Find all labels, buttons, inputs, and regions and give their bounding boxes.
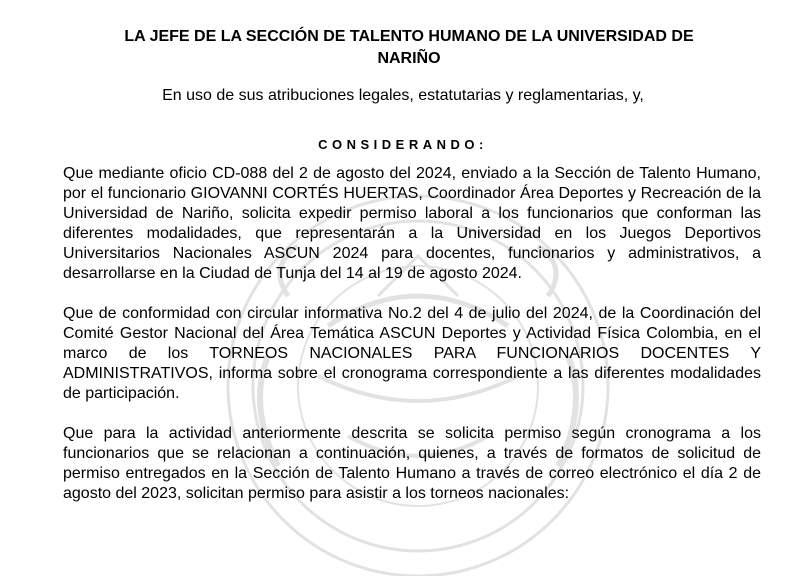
paragraph-2: Que de conformidad con circular informativa No.2 del 4 de julio del 2024, de la Coordinación del Comité Gestor Nacional del Área Temática ASCUN Deportes y Actividad Física Colombia, en el marco de los TORNEOS NACIONALES PARA FUNCIONARIOS DOCENTES Y ADMINISTRATIVOS, informa sobre el cronograma correspondiente a las diferentes modalidades de participación.: [63, 305, 761, 402]
document-title: [39, 26, 779, 70]
paragraph-3: Que para la actividad anteriormente descrita se solicita permiso según cronograma a los funcionarios que se relacionan a continuación, quienes, a través de formatos de solicitud de permiso entregados en la Sección de Talento Humano a través de correo electrónico el día 2 de agosto del 2023, solicitan permiso para asistir a los torneos nacionales:: [63, 425, 761, 502]
intro-text: En uso de sus atribuciones legales, estatutarias y reglamentarias, y,: [162, 87, 644, 104]
title-line-2: NARIÑO: [377, 50, 441, 67]
paragraph-1: Que mediante oficio CD-088 del 2 de agosto del 2024, enviado a la Sección de Talento Humano, por el funcionario GIOVANNI CORTÉS HUERTAS, Coordinador Área Deportes y Recreación de la Universidad de Nariño, solicita expedir permiso laboral a los funcionarios que conforman las diferentes modalidades, que representarán a la Universidad en los Juegos Deportivos Universitarios Nacionales ASCUN 2024 para docentes, funcionarios y administrativos, a desarrollarse en la Ciudad de Tunja del 14 al 19 de agosto 2024.: [63, 165, 761, 282]
title-line-1: LA JEFE DE LA SECCIÓN DE TALENTO HUMANO DE LA UNIVERSIDAD DE: [124, 28, 694, 45]
section-heading: CONSIDERANDO:: [318, 137, 488, 152]
document-page: [0, 26, 805, 504]
